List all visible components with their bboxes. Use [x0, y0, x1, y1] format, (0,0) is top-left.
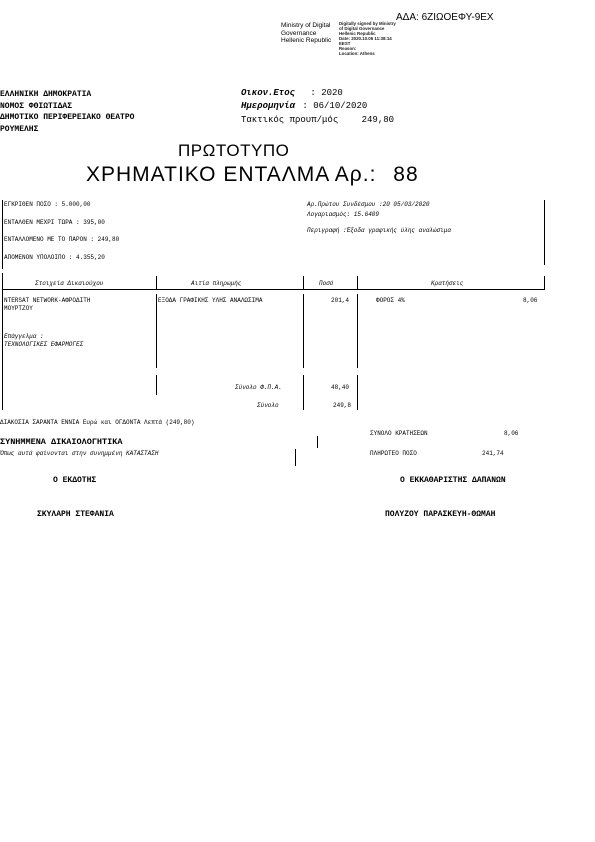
deduction-value: 8,06: [523, 297, 538, 304]
seal-line: Location: Athens: [339, 51, 375, 56]
total-value: 249,8: [333, 402, 352, 409]
seal-org-line: Governance: [281, 29, 317, 37]
table-border-left: [2, 273, 3, 410]
payable-label: ΠΛΗΡΩΤΕΟ ΠΟΣΟ: [370, 450, 417, 457]
occupation-value: ΤΕΧΝΟΛΟΓΙΚΕΣ ΕΦΑΡΜΟΓΕΣ: [4, 341, 84, 348]
description: Περιγραφή :Έξοδα γραφικής ύλης αναλώσιμα: [307, 227, 452, 234]
issue-date: Ημερομηνία : 06/10/2020: [241, 101, 368, 111]
budget-label: Τακτικός προυπ/μός: [241, 115, 339, 125]
issuer-name: ΣΚΥΛΑΡΗ ΣΤΕΦΑΝΙΑ: [37, 510, 114, 519]
deduction-name: ΦΟΡΟΣ 4%: [376, 297, 405, 304]
info-left-border: [2, 200, 3, 269]
digital-seal-signature: [339, 21, 396, 56]
vat-label: Σύνολο Φ.Π.Α.: [235, 384, 282, 391]
document-title-text: ΧΡΗΜΑΤΙΚΟ ΕΝΤΑΛΜΑ Αρ.:: [86, 163, 377, 186]
line-amount: 201,4: [331, 297, 350, 304]
original-label: ΠΡΩΤΟΤΥΠΟ: [178, 141, 290, 160]
total-deductions-label: ΣΥΝΟΛΟ ΚΡΑΤΗΣΕΩΝ: [370, 430, 428, 437]
body-sep: [156, 375, 157, 395]
commitment-ref: Αρ.Πρώτου Συνδέσμου :20 05/03/2020: [307, 201, 430, 208]
col-header-beneficiary: Στοιχεία Δικαιούχου: [35, 280, 104, 287]
account-code: Λογαριασμός: 15.6409: [307, 211, 380, 218]
attachments-sep: [317, 436, 318, 448]
issue-date-value: 06/10/2020: [313, 101, 368, 111]
fiscal-year-value: 2020: [321, 88, 343, 98]
issuer-block: [0, 89, 134, 135]
digital-seal-org: [281, 22, 331, 45]
beneficiary-name: [4, 297, 90, 313]
beneficiary-line: NTERSAT NETWORK-ΑΦΡΟΔΙΤΗ: [4, 297, 91, 304]
col-header-cause: Αιτία πληρωμής: [191, 280, 242, 287]
attachments-title: ΣΥΝΗΜΜΕΝΑ ΔΙΚΑΙΟΛΟΓΗΤΙΚΑ: [0, 437, 123, 447]
issuer-title: Ο ΕΚΔΟΤΗΣ: [53, 476, 97, 485]
org-line: ΕΛΛΗΝΙΚΗ ΔΗΜΟΚΡΑΤΙΑ: [0, 90, 92, 99]
seal-org-line: Ministry of Digital: [281, 22, 331, 29]
attachments-sep: [295, 449, 296, 466]
clearer-title: Ο ΕΚΚΑΘΑΡΙΣΤΗΣ ΔΑΠΑΝΩΝ: [400, 476, 506, 485]
seal-line: of Digital Governance: [339, 26, 385, 31]
seal-line: Reason:: [339, 46, 357, 51]
issue-date-label: Ημερομηνία: [241, 101, 296, 111]
document-number: 88: [393, 163, 419, 186]
header-rule: [2, 289, 545, 290]
fiscal-year: Οικον.Ετος : 2020: [241, 88, 343, 98]
seal-line: EEST: [339, 41, 351, 46]
clearer-name: ΠΟΛΥΖΟΥ ΠΑΡΑΣΚΕΥΗ-ΘΩΜΑΗ: [385, 510, 496, 519]
occupation-label: Επάγγελμα :: [4, 333, 44, 340]
seal-org-line: Hellenic Republic: [281, 37, 332, 44]
vat-value: 48,40: [331, 384, 350, 391]
table-sep: [303, 276, 304, 290]
org-line: ΝΟΜΟΣ ΦΘΙΩΤΙΔΑΣ: [0, 101, 73, 111]
col-header-deductions: Κρατήσεις: [431, 280, 464, 287]
payment-cause: ΕΞΟΔΑ ΓΡΑΦΙΚΗΣ ΥΛΗΣ ΑΝΑΛΩΣΙΜΑ: [158, 297, 263, 304]
total-deductions-value: 8,06: [504, 430, 519, 437]
col-header-amount: Ποσό: [319, 280, 334, 287]
org-line: ΔΗΜΟΤΙΚΟ ΠΕΡΙΦΕΡΕΙΑΚΟ ΘΕΑΤΡΟ: [0, 113, 135, 122]
body-sep: [303, 375, 304, 410]
budget: [241, 115, 394, 125]
remaining-balance: ΑΠΟΜΕΝΟΝ ΥΠΟΛΟΙΠΟ : 4.355,20: [4, 254, 105, 261]
approved-amount: ΕΓΚΡΙΘΕΝ ΠΟΣΟ : 5.000,00: [4, 201, 91, 208]
beneficiary-line: ΜΟΥΡΤΖΟΥ: [4, 305, 33, 312]
amount-in-words: ΔΙΑΚΟΣΙΑ ΣΑΡΑΝΤΑ ΕΝΝΙΑ Ευρώ και ΟΓΔΟΝΤΑ Λεπτά (249,80): [0, 419, 195, 426]
fiscal-year-label: Οικον.Ετος: [241, 88, 296, 98]
paid-this-order: ΕΝΤΑΛΛΟΜΕΝΟ ΜΕ ΤΟ ΠΑΡΟΝ : 249,80: [4, 236, 120, 243]
body-sep: [303, 294, 304, 368]
seal-line: Hellenic Republic: [339, 31, 376, 36]
document-title: [86, 163, 419, 187]
info-right-border: [544, 200, 545, 265]
table-border-right: [544, 276, 545, 290]
body-sep: [156, 294, 157, 368]
seal-line: Date: 2020.10.06 11:38:14: [339, 36, 392, 41]
seal-line: Digitally signed by Ministry: [339, 21, 396, 26]
budget-value: 249,80: [361, 115, 395, 125]
table-sep: [357, 276, 358, 290]
ada-code: ΑΔΑ: 6ΖΙΩΟΕΦΥ-9ΕΧ: [396, 12, 494, 23]
paid-until-now: ΕΝΤΑΛΘΕΝ ΜΕΧΡΙ ΤΩΡΑ : 395,00: [4, 219, 105, 226]
attachments-note: Όπως αυτά φαίνονται στην συνημμένη ΚΑΤΑΣΤΑΣΗ: [0, 450, 159, 457]
total-label: Σύνολο: [257, 402, 279, 409]
body-sep: [357, 294, 358, 368]
table-sep: [156, 276, 157, 290]
body-sep: [357, 375, 358, 410]
payable-value: 241,74: [482, 450, 504, 457]
org-line: ΡΟΥΜΕΛΗΣ: [0, 124, 39, 134]
